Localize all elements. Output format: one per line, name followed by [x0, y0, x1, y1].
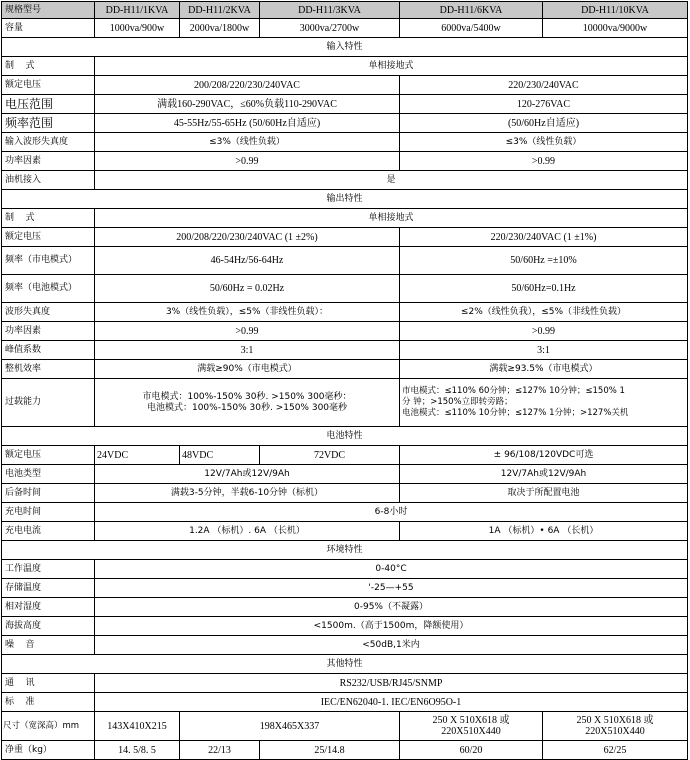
size-10kva-line-2: 220X510X440	[585, 726, 645, 737]
output-form-label: 制 式	[2, 209, 95, 228]
size-6kva-line-2: 220X510X440	[441, 726, 501, 737]
input-generator-row	[2, 171, 688, 190]
model-label: 规格型号	[2, 2, 95, 19]
output-pf-row	[2, 322, 688, 341]
other-size-2-3kva: 198X465X337	[180, 712, 400, 741]
other-standard-label: 标 准	[2, 693, 95, 712]
battery-voltage-1kva: 24VDC	[95, 446, 180, 465]
battery-charge-time-value: 6-8小时	[95, 503, 688, 522]
other-weight-label: 净重（kg）	[2, 741, 95, 760]
other-comm-label: 通 讯	[2, 674, 95, 693]
output-form-row	[2, 209, 688, 228]
other-size-1kva: 143X410X215	[95, 712, 180, 741]
input-vrange-low: 满载160-290VAC，≤60%负载110-290VAC	[95, 95, 400, 114]
battery-type-low: 12V/7Ah或12V/9Ah	[95, 465, 400, 484]
output-overload-low	[95, 379, 400, 427]
output-thd-high: ≤2%（线性负我），≤5%（非线性负载）	[400, 303, 688, 322]
other-weight-10kva: 62/25	[543, 741, 688, 760]
battery-backup-label: 后备时间	[2, 484, 95, 503]
input-section-title: 输入特性	[2, 38, 688, 57]
input-pf-low: >0.99	[95, 152, 400, 171]
environment-section-row	[2, 541, 688, 560]
output-pf-label: 功率因素	[2, 322, 95, 341]
other-weight-3kva: 25/14.8	[260, 741, 400, 760]
output-freq-battery-low: 50/60Hz = 0.02Hz	[95, 275, 400, 303]
battery-backup-row	[2, 484, 688, 503]
env-op-temp-label: 工作温度	[2, 560, 95, 579]
input-pf-high: >0.99	[400, 152, 688, 171]
output-efficiency-row	[2, 360, 688, 379]
battery-voltage-label: 额定电压	[2, 446, 95, 465]
env-humidity-row	[2, 598, 688, 617]
input-thd-high: ≤3%（线性负载）	[400, 133, 688, 152]
output-freq-battery-high: 50/60Hz=0.1Hz	[400, 275, 688, 303]
overload-low-line-1: 市电模式：100%-150% 30秒. >150% 300毫秒：	[142, 391, 352, 402]
model-10kva: DD-H11/10KVA	[543, 2, 688, 19]
other-comm-row	[2, 674, 688, 693]
output-crest-row	[2, 341, 688, 360]
output-voltage-high: 220/230/240VAC (1 ±1%)	[400, 228, 688, 247]
output-crest-high: 3:1	[400, 341, 688, 360]
battery-voltage-2kva: 48VDC	[180, 446, 260, 465]
output-form-value: 单相接地式	[95, 209, 688, 228]
output-efficiency-label: 整机效率	[2, 360, 95, 379]
battery-charge-time-row	[2, 503, 688, 522]
input-thd-label: 输入波形失真度	[2, 133, 95, 152]
output-freq-battery-label: 频率（电池模式）	[2, 275, 95, 303]
battery-type-high: 12V/7Ah或12V/9Ah	[400, 465, 688, 484]
capacity-10kva: 10000va/9000w	[543, 19, 688, 38]
env-noise-value: <50dB,1米内	[95, 636, 688, 655]
size-6kva-line-1: 250 X 510X618 或	[432, 715, 510, 726]
input-voltage-label: 额定电压	[2, 76, 95, 95]
battery-charge-current-low: 1.2A （标机）. 6A （长机）	[95, 522, 400, 541]
input-section-row	[2, 38, 688, 57]
overload-high-line-3: 电池模式：≤110% 10分钟；≤127% 1分钟；>127%关机	[402, 408, 629, 418]
env-humidity-value: 0-95%（不凝露）	[95, 598, 688, 617]
input-form-label: 制 式	[2, 57, 95, 76]
model-1kva: DD-H11/1KVA	[95, 2, 180, 19]
output-overload-high	[400, 379, 688, 427]
capacity-2kva: 2000va/1800w	[180, 19, 260, 38]
capacity-3kva: 3000va/2700w	[260, 19, 400, 38]
other-size-10kva	[543, 712, 688, 741]
input-frange-high: (50/60Hz自适应)	[400, 114, 688, 133]
input-voltage-low: 200/208/220/230/240VAC	[95, 76, 400, 95]
env-op-temp-row	[2, 560, 688, 579]
input-generator-label: 油机接入	[2, 171, 95, 190]
overload-high-line-2: 分 钟；>150%立即转旁路；	[402, 397, 513, 407]
other-weight-6kva: 60/20	[400, 741, 543, 760]
output-thd-low: 3%（线性负载），≤5%（非线性负载）：	[95, 303, 400, 322]
model-3kva: DD-H11/3KVA	[260, 2, 400, 19]
other-size-row	[2, 712, 688, 741]
input-thd-row	[2, 133, 688, 152]
battery-backup-low: 满载3-5分钟，半载6-10分钟（标机）	[95, 484, 400, 503]
other-size-label: 尺寸（宽深高）mm	[2, 712, 95, 741]
output-efficiency-high: 满载≥93.5%（市电模式）	[400, 360, 688, 379]
battery-voltage-3kva: 72VDC	[260, 446, 400, 465]
battery-voltage-row	[2, 446, 688, 465]
overload-low-line-2: 电池模式：100%-150% 30秒. >150% 300毫秒	[146, 402, 348, 413]
input-thd-low: ≤3%（线性负载）	[95, 133, 400, 152]
output-freq-mains-low: 46-54Hz/56-64Hz	[95, 247, 400, 275]
input-pf-label: 功率因素	[2, 152, 95, 171]
input-generator-value: 是	[95, 171, 688, 190]
other-weight-2kva: 22/13	[180, 741, 260, 760]
output-overload-row	[2, 379, 688, 427]
env-op-temp-value: 0-40°C	[95, 560, 688, 579]
capacity-1kva: 1000va/900w	[95, 19, 180, 38]
output-pf-low: >0.99	[95, 322, 400, 341]
env-storage-temp-row	[2, 579, 688, 598]
env-storage-temp-label: 存储温度	[2, 579, 95, 598]
output-freq-mains-label: 频率（市电模式）	[2, 247, 95, 275]
input-frange-low: 45-55Hz/55-65Hz (50/60Hz自适应)	[95, 114, 400, 133]
output-voltage-low: 200/208/220/230/240VAC (1 ±2%)	[95, 228, 400, 247]
output-freq-battery-row	[2, 275, 688, 303]
output-thd-label: 波形失真度	[2, 303, 95, 322]
input-vrange-label: 电压范围	[2, 95, 95, 114]
input-voltage-row	[2, 76, 688, 95]
capacity-6kva: 6000va/5400w	[400, 19, 543, 38]
output-pf-high: >0.99	[400, 322, 688, 341]
battery-charge-time-label: 充电时间	[2, 503, 95, 522]
output-overload-label: 过载能力	[2, 379, 95, 427]
output-freq-mains-high: 50/60Hz =±10%	[400, 247, 688, 275]
battery-voltage-high: ± 96/108/120VDC可选	[400, 446, 688, 465]
env-humidity-label: 相对湿度	[2, 598, 95, 617]
output-crest-low: 3:1	[95, 341, 400, 360]
other-section-row	[2, 655, 688, 674]
size-10kva-line-1: 250 X 510X618 或	[576, 715, 654, 726]
env-altitude-label: 海拔高度	[2, 617, 95, 636]
input-frange-label: 频率范围	[2, 114, 95, 133]
env-storage-temp-value: '-25—+55	[95, 579, 688, 598]
output-crest-label: 峰值系数	[2, 341, 95, 360]
env-noise-label: 噪 音	[2, 636, 95, 655]
battery-type-row	[2, 465, 688, 484]
model-header-row	[2, 2, 688, 19]
input-vrange-row	[2, 95, 688, 114]
capacity-label: 容量	[2, 19, 95, 38]
battery-backup-high: 取决于所配置电池	[400, 484, 688, 503]
other-section-title: 其他特性	[2, 655, 688, 674]
model-2kva: DD-H11/2KVA	[180, 2, 260, 19]
output-section-title: 输出特性	[2, 190, 688, 209]
output-efficiency-low: 满载≥90%（市电模式）	[95, 360, 400, 379]
input-form-value: 单相接地式	[95, 57, 688, 76]
battery-section-title: 电池特性	[2, 427, 688, 446]
battery-charge-current-high: 1A （标机）• 6A （长机）	[400, 522, 688, 541]
input-form-row	[2, 57, 688, 76]
ups-spec-table	[1, 1, 688, 760]
input-pf-row	[2, 152, 688, 171]
other-comm-value: RS232/USB/RJ45/SNMP	[95, 674, 688, 693]
env-noise-row	[2, 636, 688, 655]
other-standard-value: IEC/EN62040-1. IEC/EN6O95O-1	[95, 693, 688, 712]
env-altitude-value: <1500m.（高于1500m，降额使用）	[95, 617, 688, 636]
input-voltage-high: 220/230/240VAC	[400, 76, 688, 95]
model-6kva: DD-H11/6KVA	[400, 2, 543, 19]
output-freq-mains-row	[2, 247, 688, 275]
battery-type-label: 电池类型	[2, 465, 95, 484]
other-weight-1kva: 14. 5/8. 5	[95, 741, 180, 760]
battery-section-row	[2, 427, 688, 446]
input-frange-row	[2, 114, 688, 133]
output-thd-row	[2, 303, 688, 322]
other-size-6kva	[400, 712, 543, 741]
environment-section-title: 环境特性	[2, 541, 688, 560]
input-vrange-high: 120-276VAC	[400, 95, 688, 114]
output-section-row	[2, 190, 688, 209]
other-standard-row	[2, 693, 688, 712]
capacity-row	[2, 19, 688, 38]
overload-high-line-1: 市电模式：≤110% 60分钟；≤127% 10分钟；≤150% 1	[402, 386, 625, 396]
battery-charge-current-row	[2, 522, 688, 541]
output-voltage-label: 额定电压	[2, 228, 95, 247]
battery-charge-current-label: 充电电流	[2, 522, 95, 541]
other-weight-row	[2, 741, 688, 760]
env-altitude-row	[2, 617, 688, 636]
output-voltage-row	[2, 228, 688, 247]
